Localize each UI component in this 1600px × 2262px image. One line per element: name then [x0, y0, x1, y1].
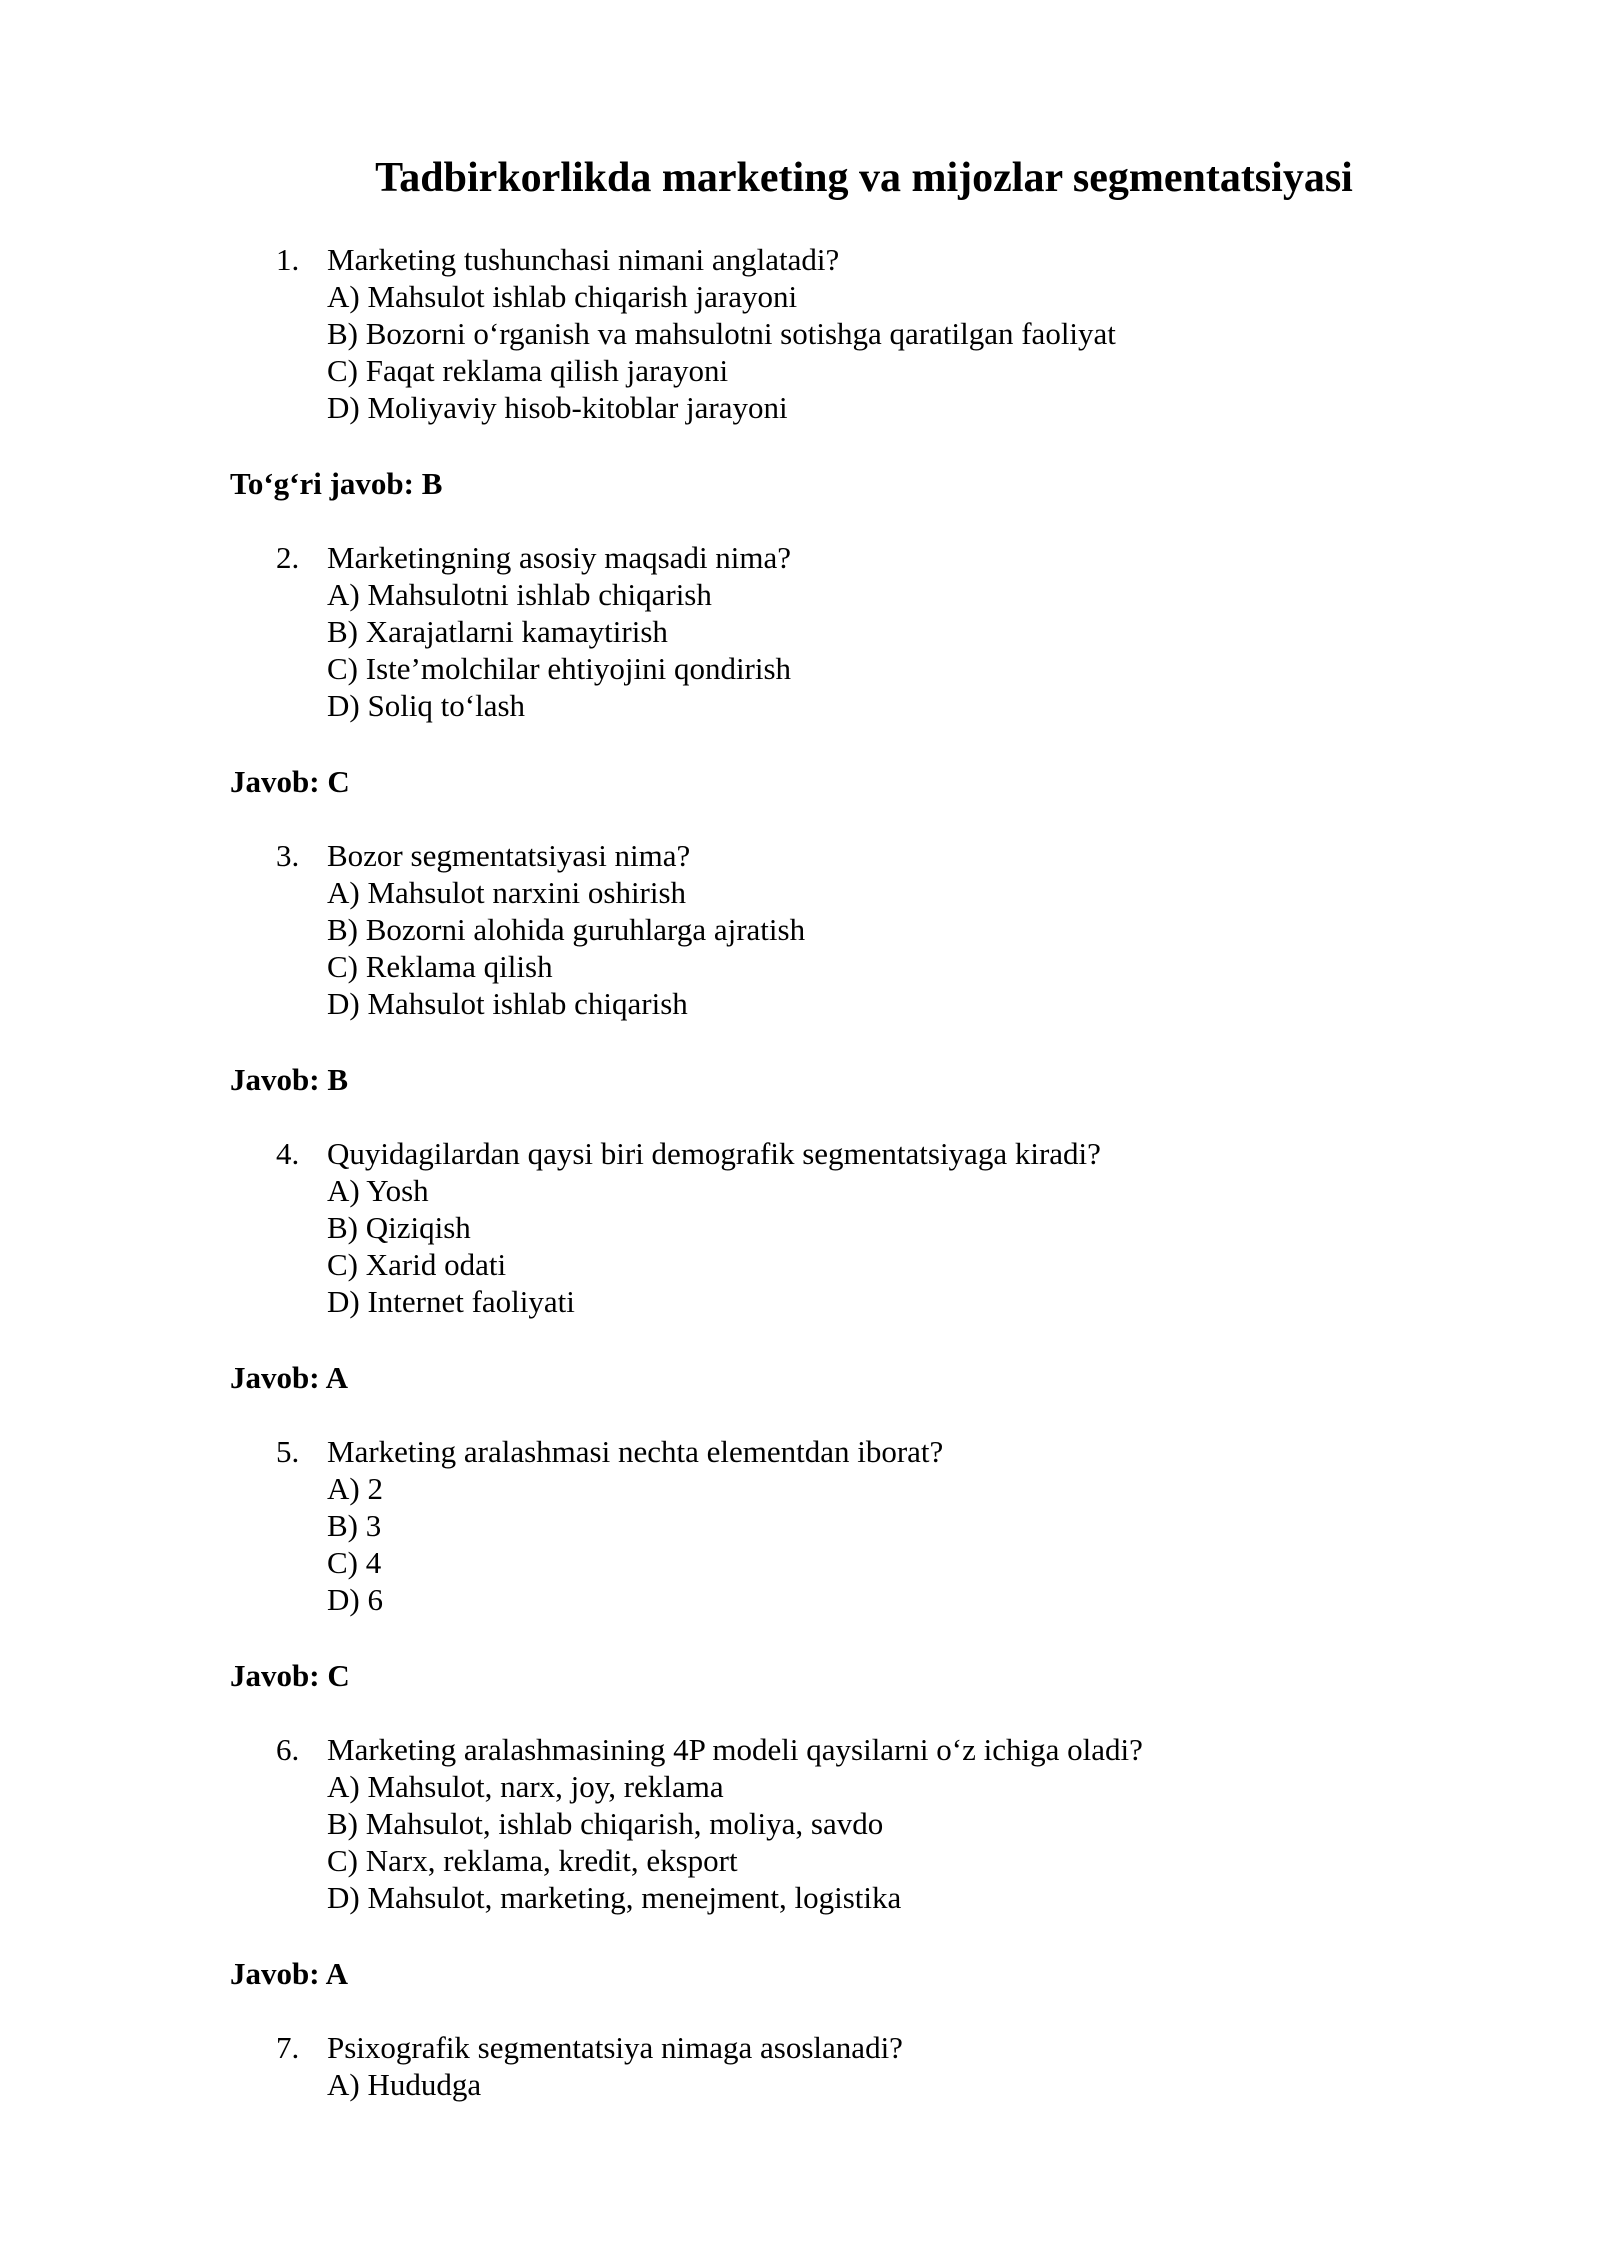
question-number: 1.: [276, 242, 300, 277]
question-number: 3.: [276, 838, 300, 873]
option-c: C) 4: [327, 1545, 382, 1580]
option-d: D) Moliyaviy hisob-kitoblar jarayoni: [327, 390, 788, 425]
option-a: A) 2: [327, 1471, 383, 1506]
option-a: A) Mahsulot ishlab chiqarish jarayoni: [327, 279, 798, 314]
question-text: Marketingning asosiy maqsadi nima?: [327, 540, 792, 575]
answer-line: Javob: B: [230, 1062, 348, 1097]
option-b: B) Qiziqish: [327, 1210, 471, 1245]
option-b: B) Mahsulot, ishlab chiqarish, moliya, savdo: [327, 1806, 884, 1841]
option-a: A) Mahsulotni ishlab chiqarish: [327, 577, 712, 612]
option-c: C) Narx, reklama, kredit, eksport: [327, 1843, 738, 1878]
option-c: C) Reklama qilish: [327, 949, 553, 984]
option-a: A) Mahsulot narxini oshirish: [327, 875, 687, 910]
question-number: 7.: [276, 2030, 300, 2065]
option-b: B) Xarajatlarni kamaytirish: [327, 614, 668, 649]
option-c: C) Iste’molchilar ehtiyojini qondirish: [327, 651, 792, 686]
question-number: 4.: [276, 1136, 300, 1171]
question-number: 5.: [276, 1434, 300, 1469]
answer-line: Javob: A: [230, 1360, 348, 1395]
question-text: Bozor segmentatsiyasi nima?: [327, 838, 691, 873]
option-d: D) Soliq to‘lash: [327, 688, 526, 723]
page-title: Tadbirkorlikda marketing va mijozlar segmentatsiyasi: [375, 155, 1353, 201]
question-text: Psixografik segmentatsiya nimaga asoslanadi?: [327, 2030, 903, 2065]
question-number: 6.: [276, 1732, 300, 1767]
answer-line: Javob: C: [230, 1658, 350, 1693]
option-b: B) Bozorni alohida guruhlarga ajratish: [327, 912, 806, 947]
question-number: 2.: [276, 540, 300, 575]
option-d: D) Internet faoliyati: [327, 1284, 575, 1319]
option-d: D) Mahsulot ishlab chiqarish: [327, 986, 688, 1021]
option-b: B) 3: [327, 1508, 382, 1543]
question-text: Marketing tushunchasi nimani anglatadi?: [327, 242, 840, 277]
option-c: C) Faqat reklama qilish jarayoni: [327, 353, 729, 388]
question-text: Quyidagilardan qaysi biri demografik segmentatsiyaga kiradi?: [327, 1136, 1101, 1171]
answer-line: Javob: C: [230, 764, 350, 799]
option-c: C) Xarid odati: [327, 1247, 507, 1282]
option-d: D) 6: [327, 1582, 383, 1617]
answer-line: Javob: A: [230, 1956, 348, 1991]
question-text: Marketing aralashmasi nechta elementdan iborat?: [327, 1434, 944, 1469]
option-a: A) Mahsulot, narx, joy, reklama: [327, 1769, 724, 1804]
option-a: A) Hududga: [327, 2067, 482, 2102]
answer-line: To‘g‘ri javob: B: [230, 466, 443, 501]
option-b: B) Bozorni o‘rganish va mahsulotni sotishga qaratilgan faoliyat: [327, 316, 1116, 351]
option-a: A) Yosh: [327, 1173, 429, 1208]
question-text: Marketing aralashmasining 4P modeli qaysilarni o‘z ichiga oladi?: [327, 1732, 1143, 1767]
option-d: D) Mahsulot, marketing, menejment, logistika: [327, 1880, 902, 1915]
